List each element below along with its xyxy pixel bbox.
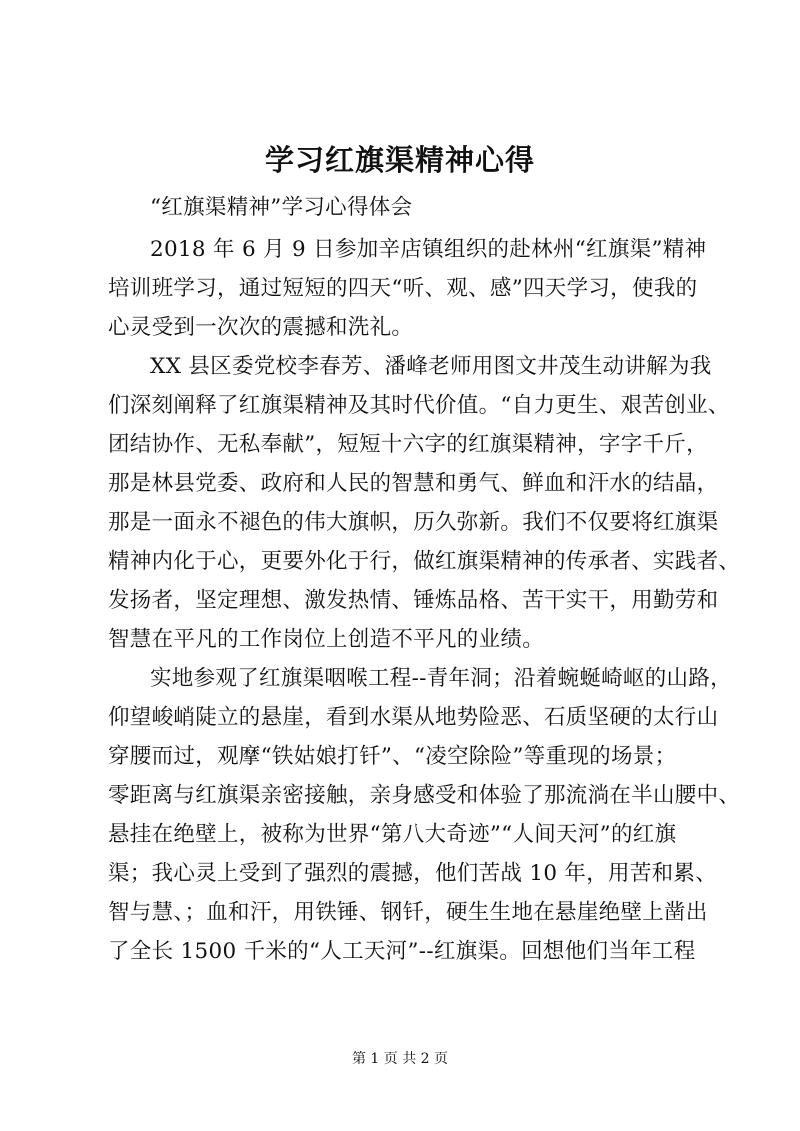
- paragraph-line: 那是一面永不褪色的伟大旗帜，历久弥新。我们不仅要将红旗渠: [108, 510, 719, 535]
- paragraph-line: 培训班学习，通过短短的四天“听、观、感”四天学习，使我的: [108, 276, 698, 301]
- paragraph-line: 精神内化于心，更要外化于行，做红旗渠精神的传承者、实践者、: [108, 549, 741, 574]
- page-footer: 第 1 页 共 2 页: [351, 1051, 449, 1067]
- paragraph-line: 零距离与红旗渠亲密接触，亲身感受和体验了那流淌在半山腰中、: [108, 783, 741, 808]
- paragraph-line: 穿腰而过，观摩“铁姑娘打钎”、“凌空除险”等重现的场景；: [108, 744, 677, 769]
- paragraph-line: 2018 年 6 月 9 日参加辛店镇组织的赴林州“红旗渠”精神: [150, 237, 707, 262]
- paragraph-line: 渠；我心灵上受到了强烈的震撼，他们苦战 10 年，用苦和累、: [108, 861, 718, 886]
- document-title: 学习红旗渠精神心得: [264, 143, 535, 177]
- paragraph-line: 仰望峻峭陡立的悬崖，看到水渠从地势险恶、石质坚硬的太行山: [108, 705, 719, 730]
- paragraph-line: 实地参观了红旗渠咽喉工程--青年洞；沿着蜿蜒崎岖的山路，: [150, 666, 732, 691]
- paragraph-line: 了全长 1500 千米的“人工天河”--红旗渠。回想他们当年工程: [108, 939, 696, 964]
- paragraph-line: 那是林县党委、政府和人民的智慧和勇气、鲜血和汗水的结晶，: [108, 471, 719, 496]
- paragraph-line: 团结协作、无私奉献”，短短十六字的红旗渠精神，字字千斤，: [108, 432, 708, 457]
- paragraph-line: 发扬者，坚定理想、激发热情、锤炼品格、苦干实干，用勤劳和: [108, 588, 719, 613]
- paragraph-line: 智慧在平凡的工作岗位上创造不平凡的业绩。: [108, 627, 545, 652]
- document-subtitle: “红旗渠精神”学习心得体会: [150, 195, 413, 220]
- paragraph-line: 们深刻阐释了红旗渠精神及其时代价值。“自力更生、艰苦创业、: [108, 393, 730, 418]
- paragraph-line: XX 县区委党校李春芳、潘峰老师用图文井茂生动讲解为我: [150, 354, 712, 379]
- paragraph-line: 悬挂在绝壁上，被称为世界“第八大奇迹”“人间天河”的红旗: [108, 822, 677, 847]
- paragraph-line: 智与慧、；血和汗，用铁锤、钢钎，硬生生地在悬崖绝壁上凿出: [108, 900, 708, 925]
- paragraph-line: 心灵受到一次次的震撼和洗礼。: [108, 315, 414, 340]
